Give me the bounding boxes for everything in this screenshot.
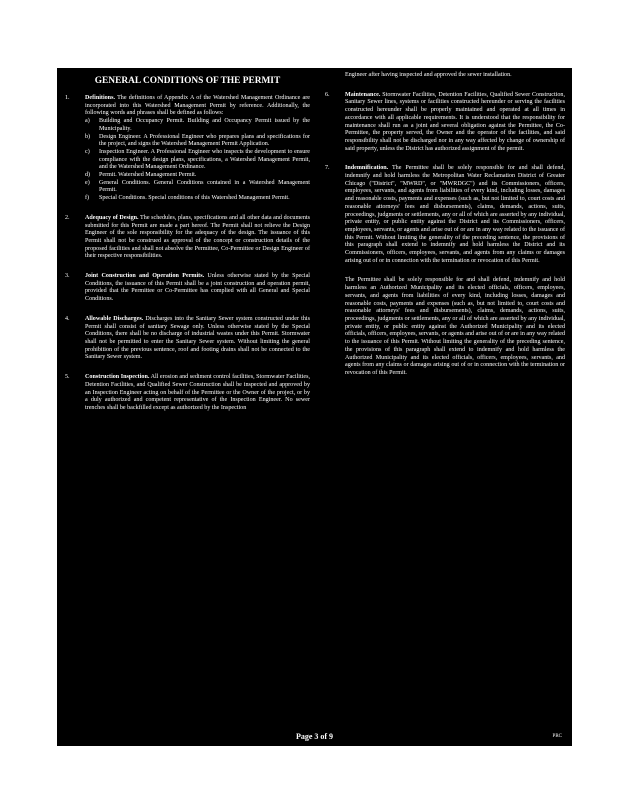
item-number: 6. (325, 91, 330, 98)
item-text: Discharges into the Sanitary Sewer system constructed under this Permit shall consist of sanitary Sewage only. Unless otherwise stated by the Special Conditions, there shall be no discharge of industrial wastes under this Permit. Stormwater shall not be permitted to enter the Sanitary Sewer system. Without limiting the general prohibition of the previous sentence, roof and footing drains shall not be connected to the Sanitary Sewer system. (85, 315, 310, 361)
sub-item (85, 180, 310, 195)
sub-item-letter: d) (85, 172, 91, 179)
condition-item-7 (325, 165, 565, 265)
sub-item (85, 172, 310, 180)
sub-item (85, 149, 310, 172)
item-text: All erosion and sediment control facilities, Stormwater Facilities, Detention Facilities, and Qualified Sewer Construction shall be inspected and approved by an Inspection Engineer acting on behalf of the Permittee or the Owner of the project, or by a duly authorized and competent representative of the Inspection Engineer. No sewer trenches shall be backfilled except as authorized by the Inspection (85, 374, 310, 411)
sub-item-text: General Conditions. General Conditions contained in a Watershed Management Permit. (99, 179, 310, 194)
item-heading: Indemnification. (345, 165, 389, 172)
item-number: 3. (65, 273, 70, 280)
condition-item-2 (65, 215, 310, 261)
item-number: 4. (65, 315, 70, 322)
sub-item (85, 195, 310, 203)
sub-item-text: Inspection Engineer. A Professional Engineer who inspects the development to ensure compliance with the design plans, specifications, a Watershed Management Permit, and the Watershed Management Ordinance. (99, 148, 310, 171)
item-text: The Permittee shall be solely responsible for and shall defend, indemnify and hold harmless the Metropolitan Water Reclamation District of Greater Chicago ("District", "MWRD", or "MWRDGC") and its Commissioners, officers, employees, servants, and agents from liabilities of every kind, including losses, damages and reasonable costs, payments and expenses (such as, but not limited to, court costs and reasonable attorneys' fees and disbursements), claims, demands, actions, suits, proceedings, judgments or settlements, any or all of which are asserted by any individual, private entity, or public entity against the District and its Commissioners, officers, employees, servants, or agents and arise out of or are in any way related to the issuance of this Permit. Without limiting the generality of the preceding sentence, the provisions of this paragraph shall extend to indemnify and hold harmless the District and its Commissioners, officers, employees, servants, and agents from any claims or damages arising out of or in connection with the termination or revocation of this Permit. (345, 165, 565, 264)
item-heading: Joint Construction and Operation Permits. (85, 273, 205, 280)
right-column (325, 72, 565, 390)
item-heading: Maintenance. (345, 91, 381, 98)
item-heading: Definitions. (85, 95, 115, 101)
initials-mark: PRC (552, 734, 562, 739)
item-heading: Adequacy of Design. (85, 214, 139, 221)
sub-item-text: Special Conditions. Special conditions of this Watershed Management Permit. (99, 195, 290, 202)
sub-item-letter: a) (85, 118, 90, 125)
item-text: Unless otherwise stated by the Special Conditions, the issuance of this Permit shall be a joint construction and operation permit, provided that the Permittee or Co-Permittee has complied with all General and Special Conditions. (85, 273, 311, 303)
condition-item-4 (65, 316, 310, 362)
condition-item-5 (65, 374, 310, 413)
item-heading: Construction Inspection. (85, 374, 150, 381)
item-heading: Allowable Discharges. (85, 315, 144, 322)
condition-item-1 (65, 95, 310, 203)
item-number: 2. (65, 214, 70, 221)
sub-item (85, 118, 310, 133)
item-number: 5. (65, 374, 70, 381)
document-page (57, 68, 572, 746)
sub-item-letter: f) (85, 195, 90, 202)
page-number: Page 3 of 9 (295, 732, 334, 741)
item-text: The schedules, plans, specifications and all other data and documents submitted for this Permit are made a part hereof. The Permit shall not relieve the Design Engineer of the sole responsibility for the adequacy of the design. The issuance of this Permit shall not be construed as approval of the concept or construction details of the proposed facilities and shall not absolve the Permittee, Co-Permittee or Design Engineer of their respective responsibilities. (85, 214, 310, 260)
sub-item-letter: b) (85, 133, 91, 140)
left-column (65, 76, 310, 425)
item-text: Stormwater Facilities, Detention Facilities, Qualified Sewer Construction, Sanitary Sewer lines, systems or facilities constructed hereunder or serving the facilities constructed hereunder shall be properly maintained and operated at all times in accordance with all applicable requirements. It is understood that the responsibility for maintenance shall run as a joint and several obligation against the Permittee, the Co-Permittee, the property served, the Owner and the operator of the facilities, and said responsibility shall not be discharged nor in any way affected by change of ownership of said property, unless the District has authorized assignment of the permit. (345, 91, 565, 152)
sub-item-letter: e) (85, 179, 90, 186)
continued-text: Engineer after having inspected and approved the sewer installation. (345, 72, 512, 78)
indemnification-paragraph-2: The Permittee shall be solely responsible for and shall defend, indemnify and hold harmless an Authorized Municipality and its elected officials, officers, employees, servants, and agents from liabilities of every kind, including losses, damages and reasonable costs, payments and expenses (such as, but not limited to, court costs and reasonable attorneys' fees and disbursements), claims, demands, actions, suits, proceedings, judgments or settlements, any or all of which are asserted by any individual, private entity, or public entity against the Authorized Municipality and its elected officials, officers, employees, servants, or agents and arise out of or are in any way related to the issuance of this Permit. Without limiting the generality of the preceding sentence, the provisions of this paragraph shall extend to indemnify and hold harmless the Authorized Municipality and its elected officials, officers, employees, servants, and agents from any claims or damages arising out of or in connection with the termination or revocation of this Permit. (345, 277, 565, 376)
sub-item-text: Permit. Watershed Management Permit. (99, 172, 197, 179)
sub-item-letter: c) (85, 148, 90, 155)
condition-item-6 (325, 92, 565, 154)
sub-item (85, 134, 310, 149)
condition-item-3 (65, 273, 310, 304)
item-text: The definitions of Appendix A of the Watershed Management Ordinance are incorporated into this Watershed Management Permit by reference. Additionally, the following words and phrases shall be defined as follows: (85, 95, 310, 117)
sub-item-text: Design Engineer. A Professional Engineer who prepares plans and specifications for the project, and signs the Watershed Management Permit Application. (99, 133, 310, 148)
sub-item-text: Building and Occupancy Permit. Building and Occupancy Permit issued by the Municipality. (99, 118, 310, 132)
item-number: 1. (65, 95, 70, 101)
item-number: 7. (325, 165, 330, 172)
page-title: GENERAL CONDITIONS OF THE PERMIT (94, 76, 281, 86)
